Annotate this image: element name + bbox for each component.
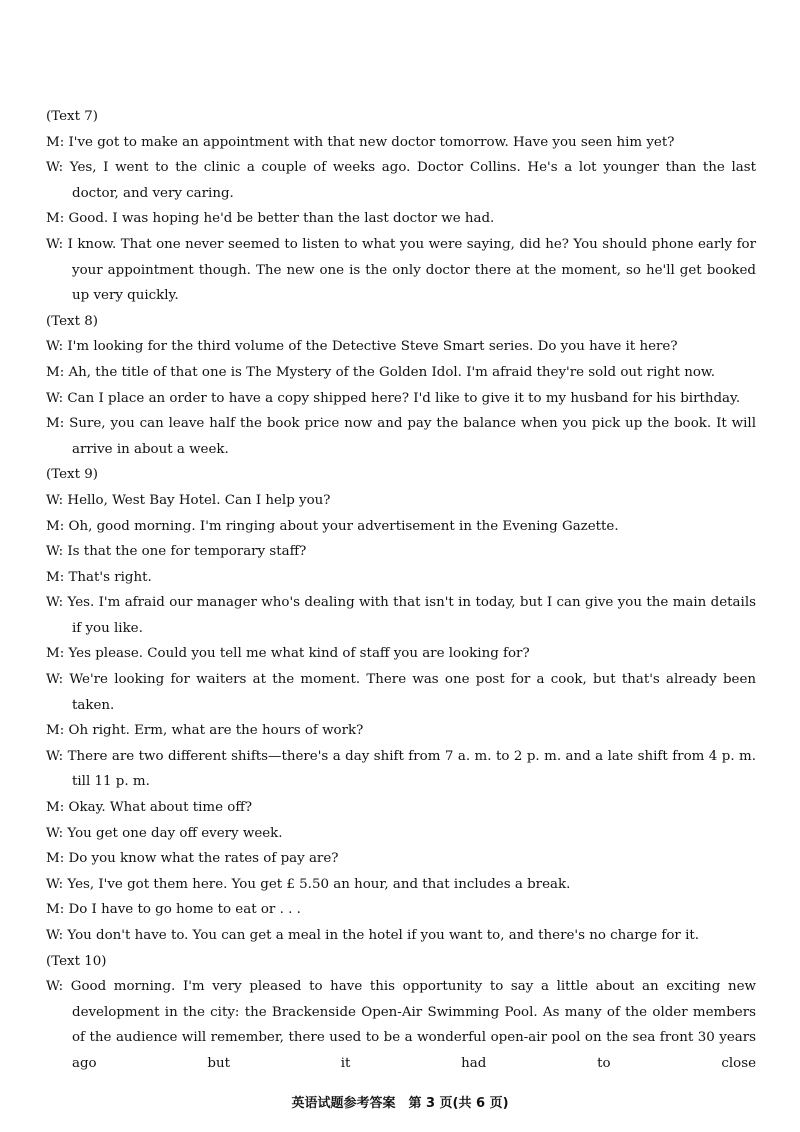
speaker-label: W: [46,236,64,252]
speaker-label: M: [46,723,65,739]
speaker-label: W: [46,876,64,892]
section-label: (Text 8) [46,313,98,329]
dialogue-turn [46,411,756,462]
turn-text: Good. I was hoping he'd be better than the last doctor we had. [68,211,495,227]
speaker-label: M: [46,134,65,150]
speaker-label: M: [46,364,65,380]
dialogue-turn [46,744,756,795]
speaker-label: W: [46,672,64,688]
turn-text: Good morning. I'm very pleased to have this opportunity to say a little about an exciting new development in the city: the Brackenside Open-Air Swimming Pool. As many of the older members of the audience will remember, there used to be a wonderful open-air pool on the sea front 30 years ago but it had to close [70,979,756,1071]
section-label: (Text 9) [46,467,98,483]
speaker-label: W: [46,928,64,943]
dialogue-turn [46,923,756,949]
section-label: (Text 7) [46,109,98,124]
speaker-label: M: [46,569,65,585]
page-footer: 英语试题参考答案 第 3 页(共 6 页) [291,1096,509,1111]
dialogue-turn [46,718,756,744]
turn-text: You get one day off every week. [67,825,283,841]
dialogue-turn [46,539,756,565]
dialogue-turn [46,667,756,718]
speaker-label: M: [46,518,65,534]
dialogue-turn [46,590,756,641]
speaker-label: W: [46,825,64,841]
dialogue-turn [46,334,756,360]
speaker-label: M: [46,851,65,867]
turn-text: Yes. I'm afraid our manager who's dealing with that isn't in today, but I can give you the main details if you like. [67,595,756,636]
section-text-8 [46,309,756,463]
dialogue-turn [46,386,756,412]
section-text-10 [46,949,756,1077]
speaker-label: M: [46,416,65,432]
speaker-label: W: [46,160,64,176]
dialogue-turn [46,974,756,1076]
turn-text: I've got to make an appointment with that new doctor tomorrow. Have you seen him yet? [68,134,675,150]
speaker-label: W: [46,979,64,995]
dialogue-turn [46,488,756,514]
turn-text: Yes, I went to the clinic a couple of weeks ago. Doctor Collins. He's a lot younger than the last doctor, and very caring. [69,160,756,201]
turn-text: We're looking for waiters at the moment. There was one post for a cook, but that's already been taken. [69,672,756,713]
dialogue-turn [46,155,756,206]
section-label: (Text 10) [46,953,107,969]
section-text-7 [46,104,756,309]
turn-text: Sure, you can leave half the book price now and pay the balance when you pick up the book. It will arrive in about a week. [69,416,756,457]
dialogue-turn [46,872,756,898]
speaker-label: W: [46,748,64,764]
turn-text: Yes, I've got them here. You get £ 5.50 an hour, and that includes a break. [67,876,571,892]
dialogue-turn [46,821,756,847]
turn-text: Yes please. Could you tell me what kind of staff you are looking for? [68,646,530,662]
speaker-label: M: [46,902,65,918]
turn-text: Hello, West Bay Hotel. Can I help you? [67,492,331,508]
speaker-label: M: [46,800,65,816]
dialogue-turn [46,360,756,386]
dialogue-turn [46,641,756,667]
dialogue-turn [46,897,756,923]
turn-text: Ah, the title of that one is The Mystery of the Golden Idol. I'm afraid they're sold out right now. [68,364,716,380]
speaker-label: W: [46,492,64,508]
dialogue-turn [46,795,756,821]
section-text-9 [46,462,756,948]
speaker-label: W: [46,339,64,355]
speaker-label: M: [46,211,65,227]
turn-text: There are two different shifts—there's a day shift from 7 a. m. to 2 p. m. and a late shift from 4 p. m. till 11 p. m. [67,748,756,790]
turn-text: Oh right. Erm, what are the hours of work? [68,723,364,739]
transcript [46,104,756,1077]
speaker-label: W: [46,595,64,611]
turn-text: Is that the one for temporary staff? [67,544,307,560]
dialogue-turn [46,846,756,872]
speaker-label: W: [46,544,64,560]
turn-text: That's right. [68,569,152,585]
turn-text: I know. That one never seemed to listen to what you were saying, did he? You should phone early for your appointment though. The new one is the only doctor there at the moment, so he'll get booked up very quickly. [67,236,756,304]
speaker-label: M: [46,646,65,662]
dialogue-turn [46,206,756,232]
dialogue-turn [46,232,756,309]
speaker-label: W: [46,390,64,406]
turn-text: Okay. What about time off? [68,800,253,816]
dialogue-turn [46,565,756,591]
turn-text: Oh, good morning. I'm ringing about your advertisement in the Evening Gazette. [68,518,619,534]
dialogue-turn [46,514,756,540]
turn-text: I'm looking for the third volume of the Detective Steve Smart series. Do you have it here? [67,339,678,355]
turn-text: Do you know what the rates of pay are? [68,851,339,867]
turn-text: Do I have to go home to eat or . . . [68,902,301,918]
turn-text: Can I place an order to have a copy shipped here? I'd like to give it to my husband for his birthday. [67,390,741,406]
dialogue-turn [46,130,756,156]
turn-text: You don't have to. You can get a meal in the hotel if you want to, and there's no charge for it. [67,928,700,943]
